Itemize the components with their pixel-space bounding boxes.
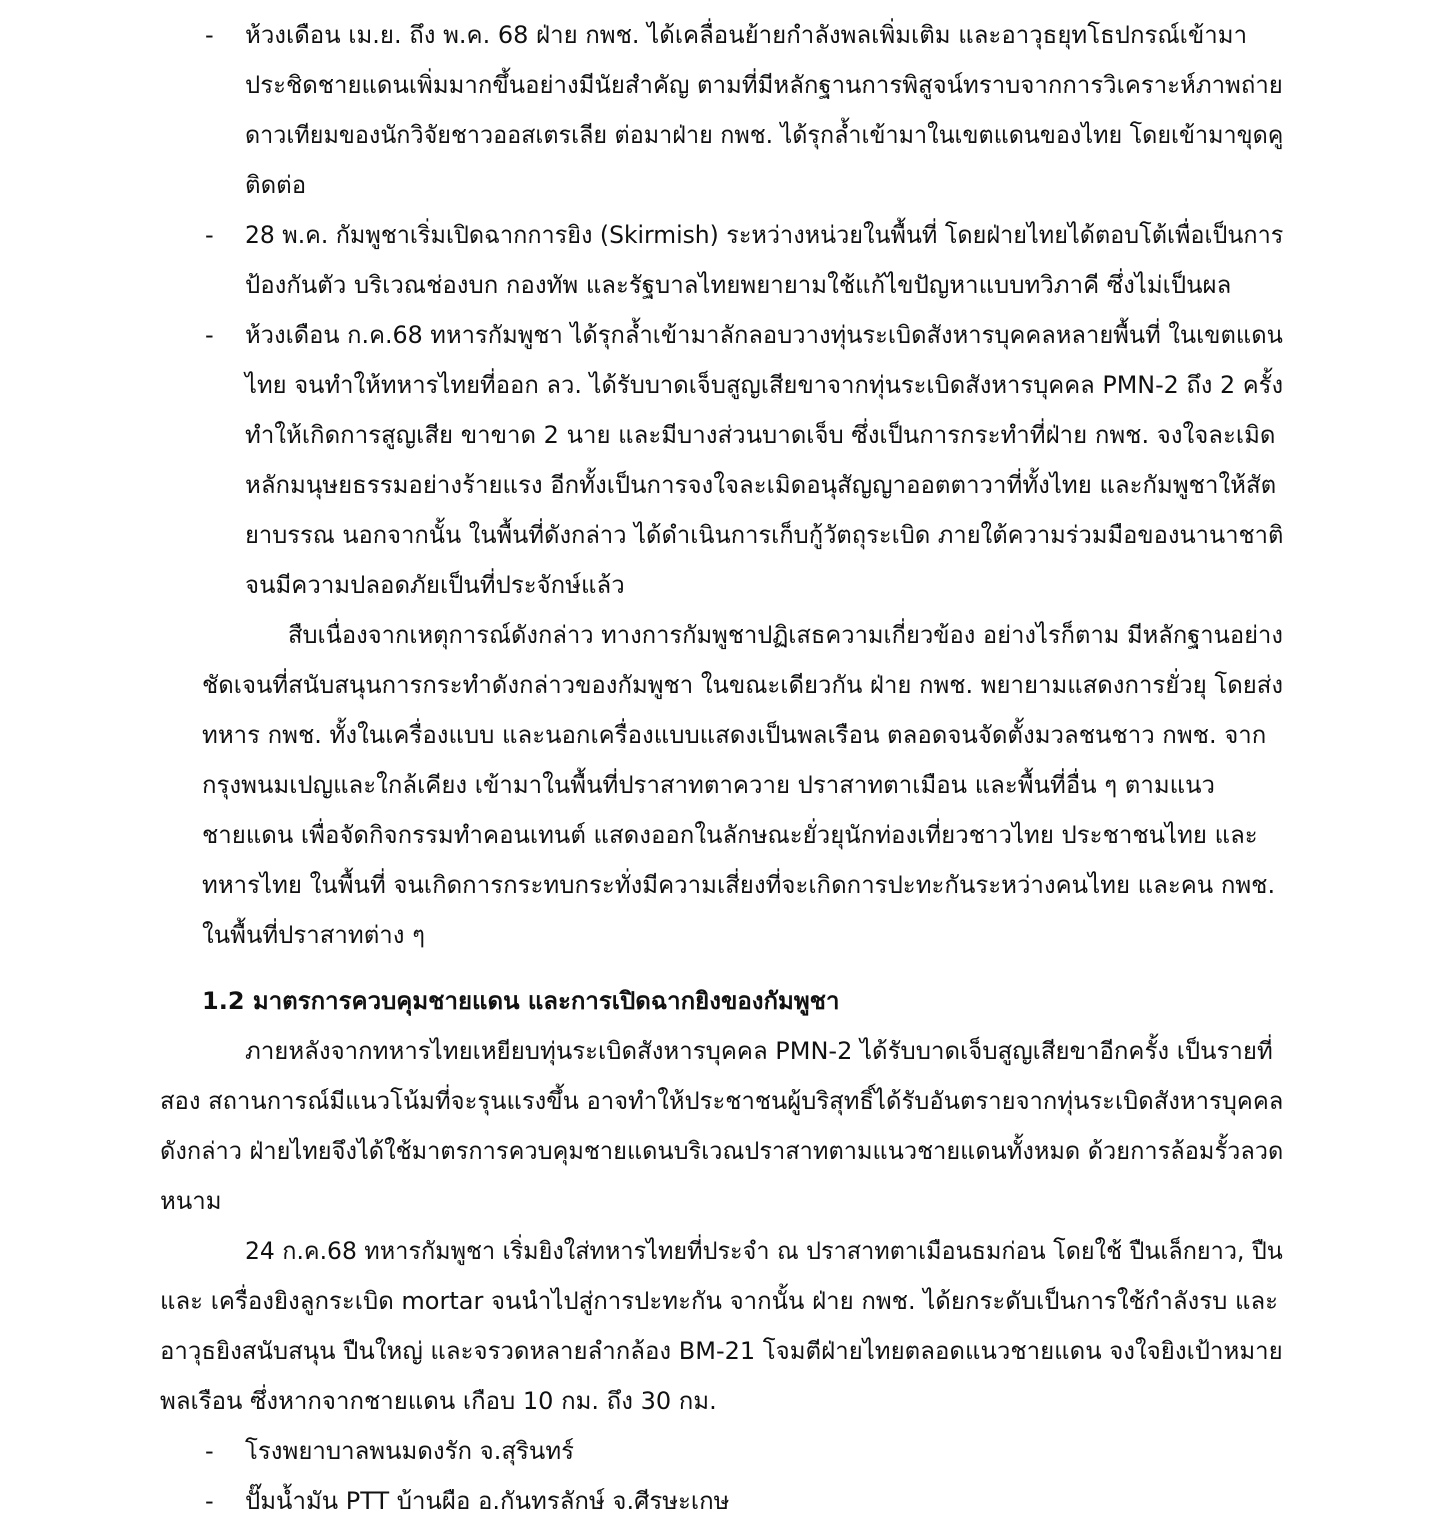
paragraph-1-line-5: ชายแดน เพื่อจัดกิจกรรมทำคอนเทนต์ แสดงออกในลักษณะยั่วยุนักท่องเที่ยวชาวไทย ประชาชนไทย และ bbox=[202, 821, 1258, 849]
paragraph-3-line-1: 24 ก.ค.68 ทหารกัมพูชา เริ่มยิงใส่ทหารไทยที่ประจำ ณ ปราสาทตาเมือนธมก่อน โดยใช้ ปืนเล็กยาว, ปืน bbox=[245, 1237, 1283, 1265]
bullet-1-line-3: ดาวเทียมของนักวิจัยชาวออสเตรเลีย ต่อมาฝ่าย กพช. ได้รุกล้ำเข้ามาในเขตแดนของไทย โดยเข้ามาขุดคู bbox=[245, 121, 1284, 149]
paragraph-3-line-2: และ เครื่องยิงลูกระเบิด mortar จนนำไปสู่การปะทะกัน จากนั้น ฝ่าย กพช. ได้ยกระดับเป็นการใช้กำลังรบ และ bbox=[160, 1287, 1279, 1315]
paragraph-1-line-1: สืบเนื่องจากเหตุการณ์ดังกล่าว ทางการกัมพูชาปฏิเสธความเกี่ยวข้อง อย่างไรก็ตาม มีหลักฐานอย่าง bbox=[288, 621, 1283, 649]
paragraph-3-line-3: อาวุธยิงสนับสนุน ปืนใหญ่ และจรวดหลายลำกล้อง BM-21 โจมตีฝ่ายไทยตลอดแนวชายแดน จงใจยิงเป้าหมาย bbox=[160, 1337, 1283, 1365]
bullet-1-line-2: ประชิดชายแดนเพิ่มมากขึ้นอย่างมีนัยสำคัญ ตามที่มีหลักฐานการพิสูจน์ทราบจากการวิเคราะห์ภาพถ่าย bbox=[245, 71, 1283, 99]
paragraph-2-line-2: สอง สถานการณ์มีแนวโน้มที่จะรุนแรงขึ้น อาจทำให้ประชาชนผู้บริสุทธิ์ได้รับอันตรายจากทุ่นระเบิดสังหารบุคคล bbox=[160, 1087, 1284, 1115]
bullet-3-line-3: ทำให้เกิดการสูญเสีย ขาขาด 2 นาย และมีบางส่วนบาดเจ็บ ซึ่งเป็นการกระทำที่ฝ่าย กพช. จงใจละเมิด bbox=[245, 421, 1276, 449]
paragraph-2-line-1: ภายหลังจากทหารไทยเหยียบทุ่นระเบิดสังหารบุคคล PMN-2 ได้รับบาดเจ็บสูญเสียขาอีกครั้ง เป็นรายที่ bbox=[245, 1037, 1273, 1065]
bullet-marker: - bbox=[205, 321, 214, 349]
section-heading: 1.2 มาตรการควบคุมชายแดน และการเปิดฉากยิงของกัมพูชา bbox=[202, 987, 840, 1015]
bullet-1-line-4: ติดต่อ bbox=[245, 171, 307, 199]
bullet-3-line-5: ยาบรรณ นอกจากนั้น ในพื้นที่ดังกล่าว ได้ดำเนินการเก็บกู้วัตถุระเบิด ภายใต้ความร่วมมือของนานาชาติ bbox=[245, 521, 1284, 549]
bullet-3-line-4: หลักมนุษยธรรมอย่างร้ายแรง อีกทั้งเป็นการจงใจละเมิดอนุสัญญาออตตาวาที่ทั้งไทย และกัมพูชาให้สัต bbox=[245, 471, 1277, 499]
bullet-marker: - bbox=[205, 221, 214, 249]
bullet-3-line-1: ห้วงเดือน ก.ค.68 ทหารกัมพูชา ได้รุกล้ำเข้ามาลักลอบวางทุ่นระเบิดสังหารบุคคลหลายพื้นที่ ในเขตแดน bbox=[245, 321, 1283, 349]
paragraph-1-line-4: กรุงพนมเปญและใกล้เคียง เข้ามาในพื้นที่ปราสาทตาควาย ปราสาทตาเมือน และพื้นที่อื่น ๆ ตามแนว bbox=[202, 771, 1216, 799]
paragraph-2-line-3: ดังกล่าว ฝ่ายไทยจึงได้ใช้มาตรการควบคุมชายแดนบริเวณปราสาทตามแนวชายแดนทั้งหมด ด้วยการล้อมรั้วลวด bbox=[160, 1137, 1284, 1165]
bullet-2-line-1: 28 พ.ค. กัมพูชาเริ่มเปิดฉากการยิง (Skirmish) ระหว่างหน่วยในพื้นที่ โดยฝ่ายไทยได้ตอบโต้เพื่อเป็นการ bbox=[245, 221, 1284, 249]
bullet-3-line-6: จนมีความปลอดภัยเป็นที่ประจักษ์แล้ว bbox=[245, 571, 625, 599]
bullet-2-line-2: ป้องกันตัว บริเวณช่องบก กองทัพ และรัฐบาลไทยพยายามใช้แก้ไขปัญหาแบบทวิภาคี ซึ่งไม่เป็นผล bbox=[245, 271, 1232, 299]
bullet-1-line-1: ห้วงเดือน เม.ย. ถึง พ.ค. 68 ฝ่าย กพช. ได้เคลื่อนย้ายกำลังพลเพิ่มเติม และอาวุธยุทโธปกรณ์เข้ามา bbox=[245, 21, 1248, 49]
paragraph-1-line-7: ในพื้นที่ปราสาทต่าง ๆ bbox=[202, 921, 426, 949]
bottom-bullet-1: โรงพยาบาลพนมดงรัก จ.สุรินทร์ bbox=[245, 1437, 575, 1465]
paragraph-1-line-3: ทหาร กพช. ทั้งในเครื่องแบบ และนอกเครื่องแบบแสดงเป็นพลเรือน ตลอดจนจัดตั้งมวลชนชาว กพช. จาก bbox=[202, 721, 1267, 749]
paragraph-1-line-2: ชัดเจนที่สนับสนุนการกระทำดังกล่าวของกัมพูชา ในขณะเดียวกัน ฝ่าย กพช. พยายามแสดงการยั่วยุ โดยส่ง bbox=[202, 671, 1284, 699]
paragraph-3-line-4: พลเรือน ซึ่งหากจากชายแดน เกือบ 10 กม. ถึง 30 กม. bbox=[160, 1387, 717, 1415]
bullet-marker: - bbox=[205, 1487, 214, 1515]
bullet-3-line-2: ไทย จนทำให้ทหารไทยที่ออก ลว. ได้รับบาดเจ็บสูญเสียขาจากทุ่นระเบิดสังหารบุคคล PMN-2 ถึง 2 ครั้ง bbox=[245, 371, 1284, 399]
paragraph-1-line-6: ทหารไทย ในพื้นที่ จนเกิดการกระทบกระทั่งมีความเสี่ยงที่จะเกิดการปะทะกันระหว่างคนไทย และคน กพช. bbox=[202, 871, 1276, 899]
bullet-marker: - bbox=[205, 1437, 214, 1465]
bottom-bullet-2: ปั๊มน้ำมัน PTT บ้านผือ อ.กันทรลักษ์ จ.ศีรษะเกษ bbox=[245, 1487, 730, 1515]
paragraph-2-line-4: หนาม bbox=[160, 1187, 222, 1215]
bullet-marker: - bbox=[205, 21, 214, 49]
